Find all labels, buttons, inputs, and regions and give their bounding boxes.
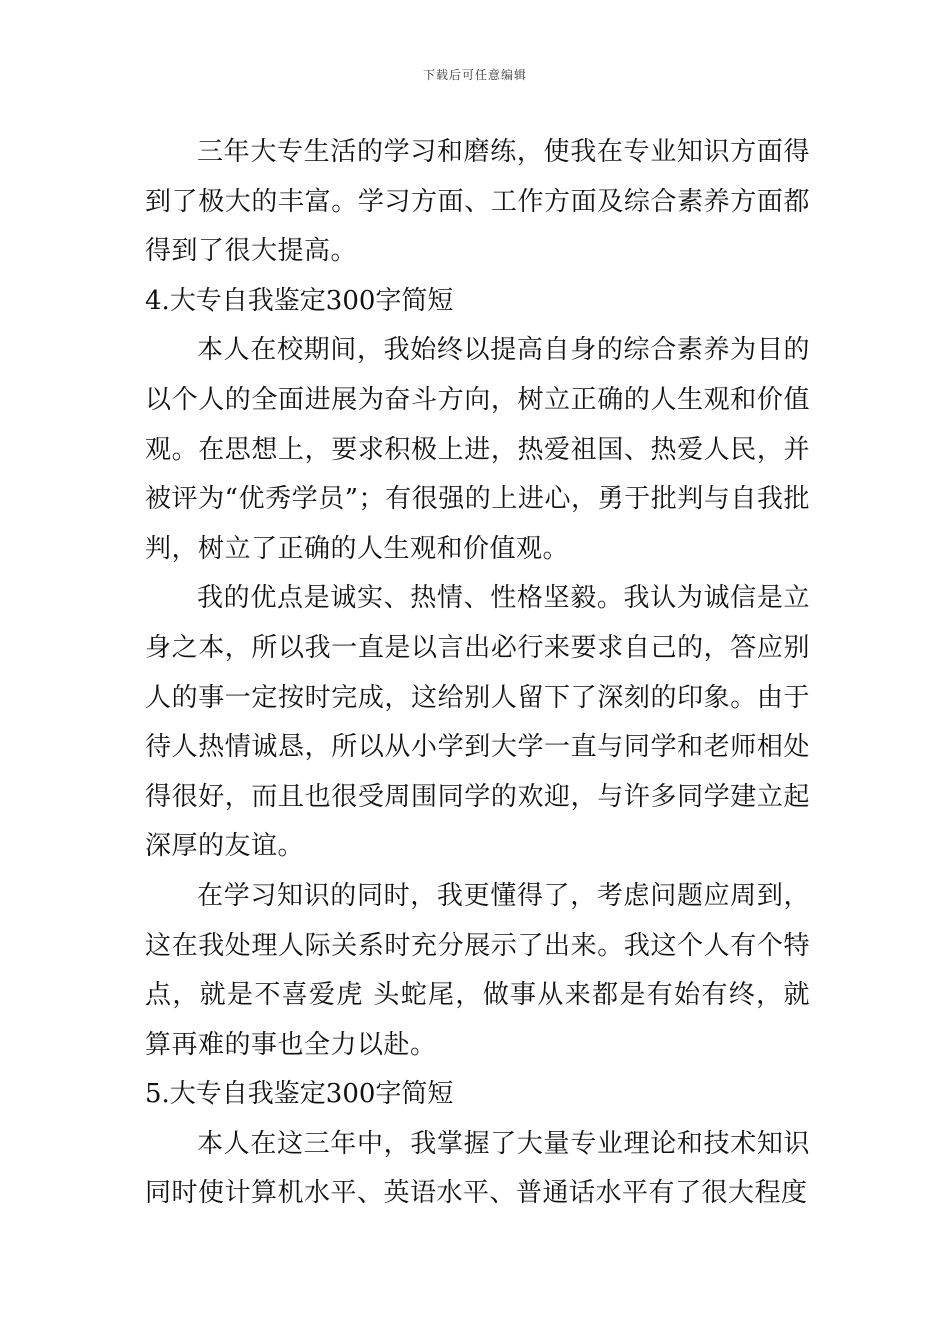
paragraph-section-4-learning: 在学习知识的同时，我更懂得了，考虑问题应周到，这在我处理人际关系时充分展示了出来。我这个人有个特点，就是不喜爱虎 头蛇尾，做事从来都是有始有终，就算再难的事也全力以赴。 — [145, 880, 810, 1060]
paragraph-section-5-intro: 本人在这三年中，我掌握了大量专业理论和技术知识同时使计算机水平、英语水平、普通话水平有了很大程度 — [145, 1128, 810, 1209]
paragraph-section-4-intro: 本人在校期间，我始终以提高自身的综合素养为目的以个人的全面进展为奋斗方向，树立正确的人生观和价值观。在思想上，要求积极上进，热爱祖国、热爱人民，并被评为“优秀学员”；有很强的上进心，勇于批判与自我批判，树立了正确的人生观和价值观。 — [145, 335, 810, 564]
section-heading-4: 4.大专自我鉴定300字简短 — [145, 285, 454, 316]
page-header-note: 下载后可任意编辑 — [422, 68, 527, 82]
paragraph-section-4-strengths: 我的优点是诚实、热情、性格坚毅。我认为诚信是立身之本，所以我一直是以言出必行来要求自己的，答应别人的事一定按时完成，这给别人留下了深刻的印象。由于待人热情诚恳，所以从小学到大学一直与同学和老师相处得很好，而且也很受周围同学的欢迎，与许多同学建立起深厚的友谊。 — [145, 583, 810, 862]
paragraph-summary: 三年大专生活的学习和磨练，使我在专业知识方面得到了极大的丰富。学习方面、工作方面及综合素养方面都得到了很大提高。 — [145, 137, 810, 267]
document-body — [145, 128, 810, 1219]
section-heading-5: 5.大专自我鉴定300字简短 — [145, 1079, 454, 1110]
